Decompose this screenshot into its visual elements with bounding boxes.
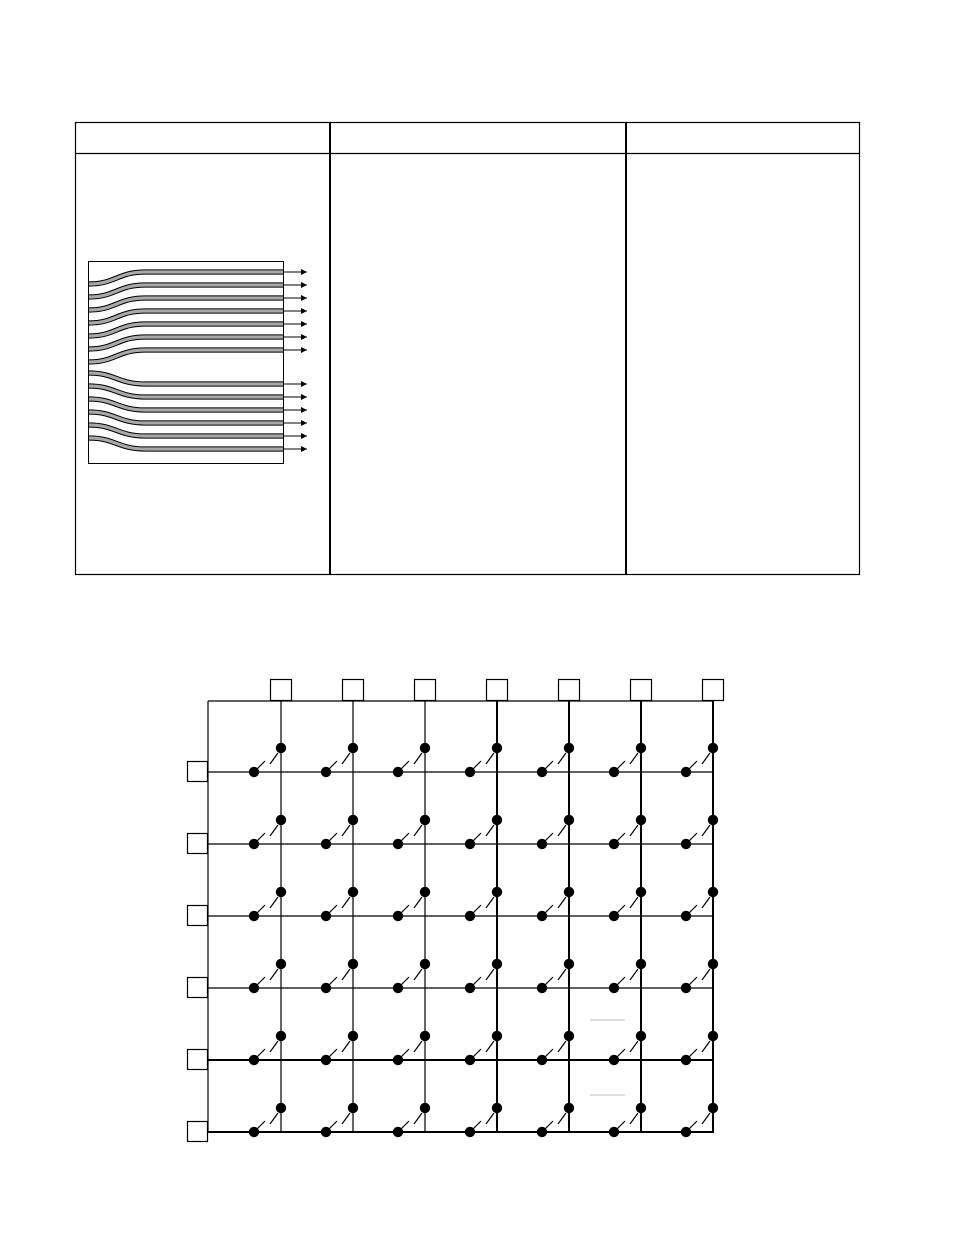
switch-node-column — [276, 959, 286, 969]
switch-tick — [473, 833, 481, 841]
switch-node-column — [708, 959, 718, 969]
switch-node-row — [465, 1055, 475, 1065]
switch-node-column — [564, 1103, 574, 1113]
switch-node-row — [321, 1127, 331, 1137]
switch-node-column — [276, 815, 286, 825]
switch-tick — [257, 1121, 265, 1129]
switch-node-row — [393, 1055, 403, 1065]
switch-node-column — [636, 1031, 646, 1041]
switch-node-column — [276, 1031, 286, 1041]
switch-node-column — [348, 887, 358, 897]
switch-tick — [689, 905, 697, 913]
switch-node-column — [348, 743, 358, 753]
switch-node-column — [348, 959, 358, 969]
switch-node-column — [708, 1031, 718, 1041]
switch-tick — [342, 825, 350, 836]
switch-node-column — [636, 815, 646, 825]
switch-node-row — [249, 839, 259, 849]
switch-node-row — [321, 1055, 331, 1065]
switch-tick — [558, 1041, 566, 1052]
switch-tick — [473, 905, 481, 913]
switch-node-row — [321, 983, 331, 993]
switch-tick — [401, 761, 409, 769]
switch-tick — [689, 1049, 697, 1057]
switch-tick — [486, 753, 494, 764]
switch-node-column — [420, 959, 430, 969]
switch-tick — [342, 1113, 350, 1124]
switch-node-row — [681, 911, 691, 921]
row-port-box — [188, 1122, 208, 1142]
switch-tick — [630, 1041, 638, 1052]
switch-tick — [630, 825, 638, 836]
row-port-box — [188, 978, 208, 998]
switch-node-column — [564, 815, 574, 825]
switch-tick — [401, 1121, 409, 1129]
switch-tick — [558, 753, 566, 764]
switch-tick — [558, 897, 566, 908]
switch-tick — [329, 1121, 337, 1129]
switch-node-row — [465, 1127, 475, 1137]
column-port-box — [559, 680, 580, 701]
switch-tick — [630, 969, 638, 980]
switch-tick — [401, 905, 409, 913]
switch-tick — [473, 1049, 481, 1057]
switch-tick — [329, 833, 337, 841]
switch-node-row — [537, 1127, 547, 1137]
switch-tick — [617, 1121, 625, 1129]
switch-node-column — [420, 743, 430, 753]
switch-node-column — [636, 959, 646, 969]
switch-tick — [473, 977, 481, 985]
waveguide-array-panel — [89, 262, 308, 464]
switch-node-column — [636, 1103, 646, 1113]
switch-tick — [257, 761, 265, 769]
switch-tick — [545, 1121, 553, 1129]
switch-tick — [617, 1049, 625, 1057]
switch-node-column — [564, 959, 574, 969]
switch-tick — [257, 1049, 265, 1057]
switch-tick — [329, 905, 337, 913]
row-port-box — [188, 1050, 208, 1070]
switch-node-column — [636, 743, 646, 753]
switch-tick — [702, 1113, 710, 1124]
switch-node-row — [393, 839, 403, 849]
column-port-box — [271, 680, 292, 701]
switch-tick — [342, 753, 350, 764]
column-port-box — [631, 680, 652, 701]
switch-node-row — [609, 839, 619, 849]
switch-node-row — [465, 839, 475, 849]
column-port-box — [415, 680, 436, 701]
switch-node-column — [348, 815, 358, 825]
switch-tick — [545, 905, 553, 913]
switch-node-row — [249, 1055, 259, 1065]
column-port-box — [703, 680, 724, 701]
switch-tick — [401, 1049, 409, 1057]
switch-tick — [414, 1041, 422, 1052]
switch-tick — [486, 825, 494, 836]
switch-tick — [617, 833, 625, 841]
switch-node-row — [609, 1055, 619, 1065]
switch-node-row — [249, 767, 259, 777]
switch-node-row — [537, 839, 547, 849]
switch-tick — [617, 905, 625, 913]
switch-node-column — [492, 887, 502, 897]
switch-node-row — [393, 911, 403, 921]
switch-tick — [270, 825, 278, 836]
switch-node-column — [564, 743, 574, 753]
switch-tick — [545, 761, 553, 769]
switch-tick — [414, 897, 422, 908]
column-port-box — [487, 680, 508, 701]
row-port-box — [188, 834, 208, 854]
switch-node-row — [321, 911, 331, 921]
switch-tick — [414, 825, 422, 836]
switch-tick — [414, 1113, 422, 1124]
switch-node-column — [348, 1103, 358, 1113]
switch-node-column — [276, 887, 286, 897]
switch-node-row — [681, 839, 691, 849]
switch-node-row — [465, 983, 475, 993]
switch-node-row — [681, 983, 691, 993]
row-port-box — [188, 762, 208, 782]
switch-tick — [545, 977, 553, 985]
switch-tick — [702, 825, 710, 836]
switch-node-column — [420, 1103, 430, 1113]
switch-node-column — [420, 887, 430, 897]
switch-tick — [414, 969, 422, 980]
switch-node-row — [465, 911, 475, 921]
switch-tick — [689, 833, 697, 841]
switch-tick — [270, 969, 278, 980]
switch-tick — [329, 761, 337, 769]
switch-tick — [329, 977, 337, 985]
switch-tick — [558, 825, 566, 836]
column-port-box — [343, 680, 364, 701]
switch-tick — [545, 833, 553, 841]
switch-node-row — [321, 839, 331, 849]
switch-tick — [257, 833, 265, 841]
switch-node-row — [609, 1127, 619, 1137]
switch-node-column — [708, 1103, 718, 1113]
switch-node-row — [321, 767, 331, 777]
switch-node-row — [249, 1127, 259, 1137]
switch-node-row — [681, 1055, 691, 1065]
switch-tick — [342, 969, 350, 980]
switch-node-row — [393, 1127, 403, 1137]
switch-node-column — [492, 743, 502, 753]
switch-tick — [702, 1041, 710, 1052]
switch-tick — [414, 753, 422, 764]
switch-tick — [486, 969, 494, 980]
switch-tick — [270, 1041, 278, 1052]
switch-node-row — [609, 767, 619, 777]
switch-tick — [401, 833, 409, 841]
switch-tick — [702, 969, 710, 980]
row-port-box — [188, 906, 208, 926]
switch-node-column — [636, 887, 646, 897]
switch-node-row — [537, 983, 547, 993]
switch-tick — [270, 753, 278, 764]
switch-tick — [486, 1041, 494, 1052]
switch-node-row — [249, 983, 259, 993]
switch-tick — [689, 761, 697, 769]
switch-node-column — [492, 815, 502, 825]
switch-node-column — [708, 887, 718, 897]
switch-tick — [473, 1121, 481, 1129]
switch-tick — [257, 905, 265, 913]
switch-node-column — [492, 959, 502, 969]
switch-tick — [702, 897, 710, 908]
switch-tick — [545, 1049, 553, 1057]
switch-node-column — [420, 1031, 430, 1041]
switch-node-column — [348, 1031, 358, 1041]
switch-tick — [558, 969, 566, 980]
switch-tick — [702, 753, 710, 764]
switch-tick — [342, 1041, 350, 1052]
switch-node-column — [420, 815, 430, 825]
switch-node-row — [681, 1127, 691, 1137]
switch-tick — [401, 977, 409, 985]
switch-node-column — [276, 1103, 286, 1113]
switch-tick — [630, 1113, 638, 1124]
switch-node-column — [492, 1031, 502, 1041]
switch-node-row — [537, 767, 547, 777]
switch-tick — [486, 1113, 494, 1124]
switch-node-column — [276, 743, 286, 753]
switch-tick — [270, 1113, 278, 1124]
crossbar-switch-matrix — [188, 680, 724, 1142]
switch-node-row — [393, 983, 403, 993]
switch-tick — [617, 761, 625, 769]
switch-tick — [342, 897, 350, 908]
switch-tick — [689, 977, 697, 985]
switch-node-column — [564, 1031, 574, 1041]
switch-node-row — [537, 1055, 547, 1065]
switch-tick — [630, 897, 638, 908]
switch-tick — [617, 977, 625, 985]
switch-tick — [270, 897, 278, 908]
switch-node-row — [249, 911, 259, 921]
switch-tick — [689, 1121, 697, 1129]
switch-tick — [473, 761, 481, 769]
switch-tick — [630, 753, 638, 764]
switch-tick — [486, 897, 494, 908]
switch-node-column — [708, 743, 718, 753]
switch-node-row — [681, 767, 691, 777]
switch-node-row — [609, 911, 619, 921]
switch-tick — [558, 1113, 566, 1124]
switch-node-column — [708, 815, 718, 825]
switch-node-row — [393, 767, 403, 777]
switch-node-row — [609, 983, 619, 993]
switch-tick — [257, 977, 265, 985]
switch-node-row — [537, 911, 547, 921]
switch-tick — [329, 1049, 337, 1057]
switch-node-column — [492, 1103, 502, 1113]
switch-node-row — [465, 767, 475, 777]
switch-node-column — [564, 887, 574, 897]
